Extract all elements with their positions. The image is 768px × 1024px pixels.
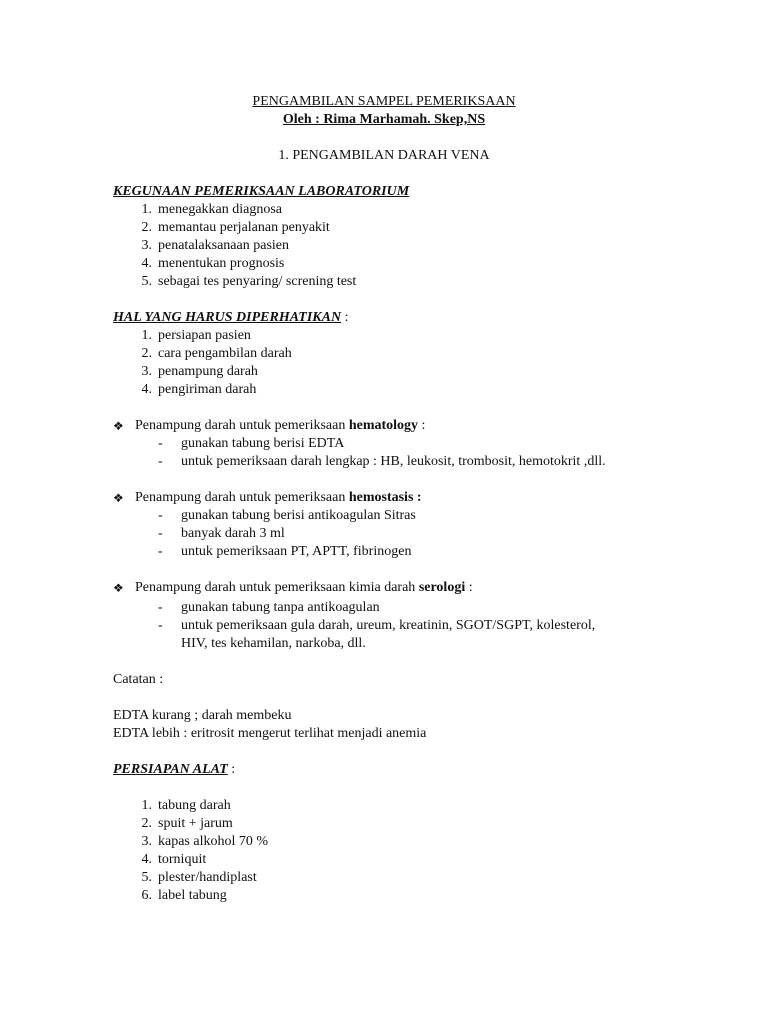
bullet-suffix: : <box>465 580 473 595</box>
dash-bullet: - <box>158 436 163 451</box>
bullet-bold: hemostasis : <box>348 490 422 505</box>
dash-bullet: - <box>158 508 163 523</box>
persiapan-heading-colon: : <box>227 762 236 777</box>
list-text: persiapan pasien <box>158 328 251 343</box>
list-number: 4. <box>141 382 152 397</box>
sub-item-text: untuk pemeriksaan PT, APTT, fibrinogen <box>181 544 412 559</box>
bullet-bold: serologi <box>418 580 466 595</box>
list-text: penampung darah <box>158 364 258 379</box>
list-number: 2. <box>141 220 152 235</box>
list-number: 4. <box>141 852 152 867</box>
persiapan-heading-text: PERSIAPAN ALAT <box>113 762 228 777</box>
list-text: kapas alkohol 70 % <box>158 834 269 849</box>
author-line: Oleh : Rima Marhamah. Skep,NS <box>282 112 486 127</box>
persiapan-heading <box>113 761 235 779</box>
catatan-line: EDTA lebih : eritrosit mengerut terlihat menjadi anemia <box>113 726 427 741</box>
diamond-bullet-icon: ❖ <box>113 419 124 433</box>
list-number: 5. <box>141 870 152 885</box>
list-number: 4. <box>141 256 152 271</box>
kegunaan-heading <box>113 183 409 201</box>
bullet-prefix: Penampung darah untuk pemeriksaan <box>135 418 349 433</box>
document-title: PENGAMBILAN SAMPEL PEMERIKSAAN <box>252 94 516 109</box>
sub-item-text: untuk pemeriksaan darah lengkap : HB, leukosit, trombosit, hemotokrit ,dll. <box>181 454 606 469</box>
list-text: sebagai tes penyaring/ screning test <box>158 274 357 289</box>
list-number: 2. <box>141 346 152 361</box>
bullet-text <box>135 489 422 507</box>
dash-bullet: - <box>158 618 163 633</box>
catatan-line: EDTA kurang ; darah membeku <box>113 708 292 723</box>
sub-item-text: gunakan tabung berisi antikoagulan Sitras <box>181 508 416 523</box>
list-number: 3. <box>141 834 152 849</box>
bullet-suffix: : <box>418 418 426 433</box>
diamond-bullet-icon: ❖ <box>113 491 124 505</box>
sub-item-continuation: HIV, tes kehamilan, narkoba, dll. <box>181 636 366 651</box>
list-text: penatalaksanaan pasien <box>158 238 289 253</box>
list-number: 1. <box>141 202 152 217</box>
list-number: 3. <box>141 238 152 253</box>
list-text: memantau perjalanan penyakit <box>158 220 330 235</box>
bullet-text <box>135 417 425 435</box>
catatan-label: Catatan : <box>113 672 164 687</box>
list-text: cara pengambilan darah <box>158 346 292 361</box>
list-text: menentukan prognosis <box>158 256 285 271</box>
diamond-bullet-icon: ❖ <box>113 581 124 595</box>
sub-item-text: gunakan tabung tanpa antikoagulan <box>181 600 380 615</box>
list-text: label tabung <box>158 888 227 903</box>
list-text: plester/handiplast <box>158 870 257 885</box>
list-text: tabung darah <box>158 798 231 813</box>
section-title: 1. PENGAMBILAN DARAH VENA <box>278 148 490 163</box>
list-number: 1. <box>141 328 152 343</box>
bullet-text <box>135 579 473 597</box>
sub-item-text: untuk pemeriksaan gula darah, ureum, kreatinin, SGOT/SGPT, kolesterol, <box>181 618 596 633</box>
dash-bullet: - <box>158 600 163 615</box>
dash-bullet: - <box>158 454 163 469</box>
hal-heading <box>113 309 348 327</box>
dash-bullet: - <box>158 526 163 541</box>
list-text: torniquit <box>158 852 207 867</box>
list-number: 5. <box>141 274 152 289</box>
bullet-prefix: Penampung darah untuk pemeriksaan kimia darah <box>135 580 419 595</box>
bullet-bold: hematology <box>348 418 419 433</box>
list-number: 1. <box>141 798 152 813</box>
list-text: spuit + jarum <box>158 816 233 831</box>
dash-bullet: - <box>158 544 163 559</box>
list-text: menegakkan diagnosa <box>158 202 283 217</box>
sub-item-text: banyak darah 3 ml <box>181 526 285 541</box>
kegunaan-heading-text: KEGUNAAN PEMERIKSAAN LABORATORIUM <box>113 184 410 199</box>
bullet-prefix: Penampung darah untuk pemeriksaan <box>135 490 349 505</box>
list-number: 3. <box>141 364 152 379</box>
sub-item-text: gunakan tabung berisi EDTA <box>181 436 345 451</box>
hal-heading-colon: : <box>341 310 349 325</box>
list-number: 2. <box>141 816 152 831</box>
list-text: pengiriman darah <box>158 382 257 397</box>
hal-heading-text: HAL YANG HARUS DIPERHATIKAN <box>113 310 342 325</box>
list-number: 6. <box>141 888 152 903</box>
